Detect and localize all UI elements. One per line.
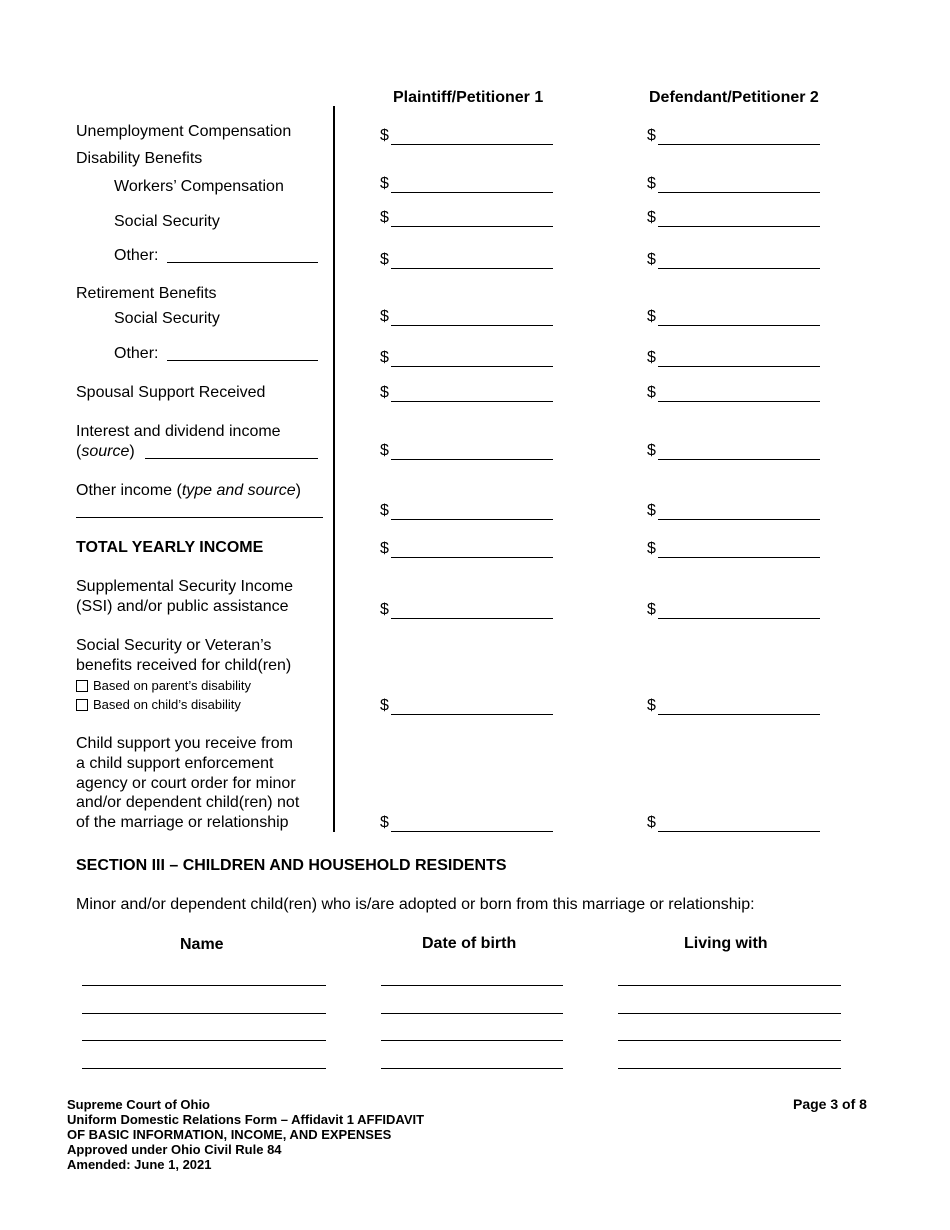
amount-ss-veteran-p2[interactable] [647,696,822,716]
amount-other-income-p2[interactable] [647,501,822,521]
label-ssi-line1: Supplemental Security Income [76,578,293,595]
children-header-living-with: Living with [684,935,768,952]
disability-other-field[interactable] [167,262,318,263]
child-4-dob-field[interactable] [381,1068,563,1069]
child-3-living-with-field[interactable] [618,1040,841,1041]
amount-retirement-other-p1[interactable] [380,348,555,368]
amount-disability-other-p1[interactable] [380,250,555,270]
dollar-sign: $ [380,502,389,519]
amount-ssi-p1[interactable] [380,600,555,620]
amount-total-p2[interactable] [647,539,822,559]
dollar-sign: $ [380,209,389,226]
checkbox-parent-disability[interactable] [76,680,88,692]
child-2-name-field[interactable] [82,1013,326,1014]
dollar-sign: $ [380,442,389,459]
label-interest-dividend: Interest and dividend income [76,423,281,440]
dollar-sign: $ [647,127,656,144]
label-disability-social-security: Social Security [114,213,220,230]
dollar-sign: $ [647,251,656,268]
amount-interest-p1[interactable] [380,441,555,461]
dollar-sign: $ [380,175,389,192]
amount-interest-p2[interactable] [647,441,822,461]
section-3-title: SECTION III – CHILDREN AND HOUSEHOLD RESIDENTS [76,857,507,874]
dollar-sign: $ [647,601,656,618]
footer-info [67,1097,424,1172]
amount-total-p1[interactable] [380,539,555,559]
label-interest-source [76,442,135,462]
footer-line-5: Amended: June 1, 2021 [67,1157,212,1172]
label-total-yearly-income: TOTAL YEARLY INCOME [76,539,264,556]
column-divider [333,106,335,832]
child-2-dob-field[interactable] [381,1013,563,1014]
label-child-support-line5: of the marriage or relationship [76,814,289,831]
dollar-sign: $ [647,175,656,192]
label-workers-comp: Workers’ Compensation [114,178,284,195]
dollar-sign: $ [647,209,656,226]
amount-disability-other-p2[interactable] [647,250,822,270]
dollar-sign: $ [380,601,389,618]
dollar-sign: $ [380,349,389,366]
label-ss-veteran-line2: benefits received for child(ren) [76,657,292,674]
amount-spousal-p2[interactable] [647,383,822,403]
page-number: Page 3 of 8 [793,1096,867,1112]
dollar-sign: $ [380,697,389,714]
label-disability-other: Other: [114,247,159,264]
child-3-name-field[interactable] [82,1040,326,1041]
footer-line-3: OF BASIC INFORMATION, INCOME, AND EXPENSES [67,1127,392,1142]
dollar-sign: $ [380,251,389,268]
amount-child-support-p2[interactable] [647,813,822,833]
child-2-living-with-field[interactable] [618,1013,841,1014]
label-ssi-line2: (SSI) and/or public assistance [76,598,289,615]
other-income-italic: type and source [181,482,296,499]
footer-line-2: Uniform Domestic Relations Form – Affidavit 1 AFFIDAVIT [67,1112,425,1127]
dollar-sign: $ [647,384,656,401]
dollar-sign: $ [647,442,656,459]
amount-other-income-p1[interactable] [380,501,555,521]
amount-workers-comp-p1[interactable] [380,174,555,194]
dollar-sign: $ [380,540,389,557]
dollar-sign: $ [647,697,656,714]
child-4-living-with-field[interactable] [618,1068,841,1069]
amount-workers-comp-p2[interactable] [647,174,822,194]
label-child-support-line3: agency or court order for minor [76,775,296,792]
amount-unemployment-p1[interactable] [380,126,555,146]
dollar-sign: $ [647,308,656,325]
dollar-sign: $ [647,349,656,366]
dollar-sign: $ [380,814,389,831]
child-1-dob-field[interactable] [381,985,563,986]
child-1-living-with-field[interactable] [618,985,841,986]
dollar-sign: $ [380,127,389,144]
other-income-field[interactable] [76,517,323,518]
dollar-sign: $ [380,384,389,401]
label-retirement-social-security: Social Security [114,310,220,327]
child-3-dob-field[interactable] [381,1040,563,1041]
label-child-support-line4: and/or dependent child(ren) not [76,794,300,811]
label-child-disability: Based on child’s disability [93,697,241,712]
amount-retirement-ss-p1[interactable] [380,307,555,327]
label-disability-benefits: Disability Benefits [76,150,203,167]
interest-source-field[interactable] [145,458,318,459]
children-header-dob: Date of birth [422,935,517,952]
child-1-name-field[interactable] [82,985,326,986]
dollar-sign: $ [647,814,656,831]
label-spousal-support: Spousal Support Received [76,384,266,401]
amount-child-support-p1[interactable] [380,813,555,833]
label-other-income [76,481,301,501]
amount-spousal-p1[interactable] [380,383,555,403]
label-unemployment: Unemployment Compensation [76,123,292,140]
interest-paren-close: ) [129,443,135,460]
amount-unemployment-p2[interactable] [647,126,822,146]
dollar-sign: $ [380,308,389,325]
interest-source-italic: source [81,443,130,460]
dollar-sign: $ [647,502,656,519]
label-child-support-line1: Child support you receive from [76,735,293,752]
label-child-support-line2: a child support enforcement [76,755,274,772]
column-header-petitioner-1: Plaintiff/Petitioner 1 [393,89,544,106]
amount-disability-ss-p1[interactable] [380,208,555,228]
dollar-sign: $ [647,540,656,557]
label-retirement-benefits: Retirement Benefits [76,285,217,302]
checkbox-child-disability[interactable] [76,699,88,711]
other-income-suffix: ) [295,482,301,499]
footer-line-1: Supreme Court of Ohio [67,1097,210,1112]
children-header-name: Name [180,936,224,953]
label-retirement-other: Other: [114,345,159,362]
amount-retirement-ss-p2[interactable] [647,307,822,327]
child-4-name-field[interactable] [82,1068,326,1069]
section-3-intro: Minor and/or dependent child(ren) who is/are adopted or born from this marriage or relationship: [76,896,755,913]
footer-line-4: Approved under Ohio Civil Rule 84 [67,1142,282,1157]
amount-ss-veteran-p1[interactable] [380,696,555,716]
amount-ssi-p2[interactable] [647,600,822,620]
amount-disability-ss-p2[interactable] [647,208,822,228]
label-parent-disability: Based on parent’s disability [93,678,252,693]
amount-retirement-other-p2[interactable] [647,348,822,368]
retirement-other-field[interactable] [167,360,318,361]
other-income-prefix: Other income ( [76,482,182,499]
interest-paren-open: ( [76,443,82,460]
label-ss-veteran-line1: Social Security or Veteran’s [76,637,272,654]
column-header-petitioner-2: Defendant/Petitioner 2 [649,89,819,106]
